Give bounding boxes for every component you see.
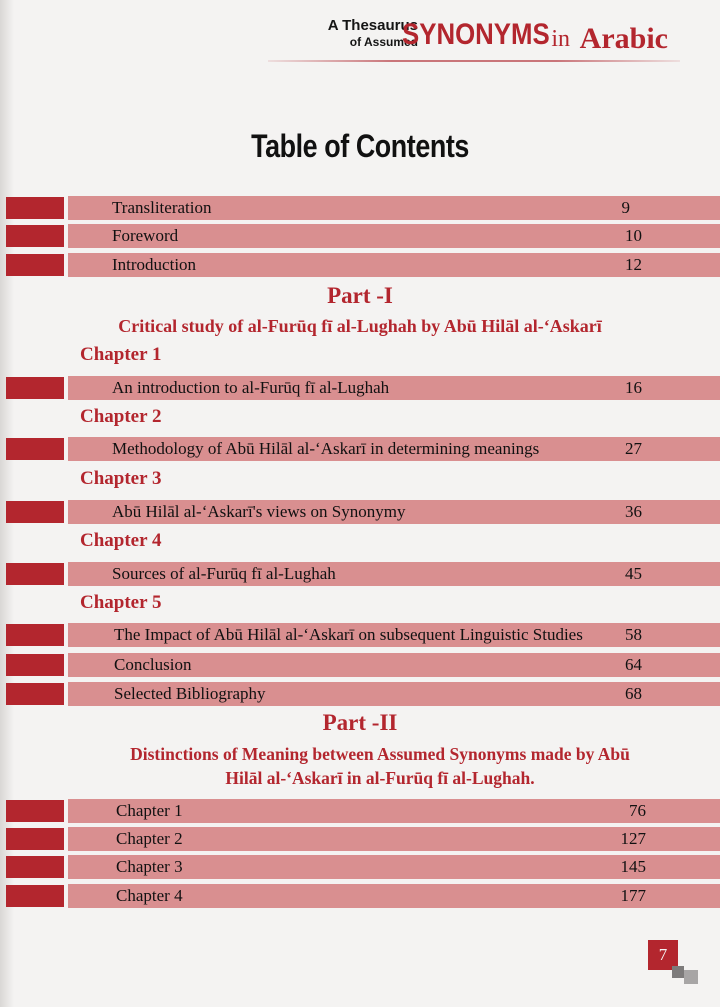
chapter3-heading: Chapter 3 [80,468,162,489]
header-rule [268,60,680,62]
chapter1-heading: Chapter 1 [80,344,162,365]
row-label: Transliteration [112,198,212,217]
row-page: 9 [621,198,630,217]
row-label: The Impact of Abū Hilāl al-‘Askarī on subsequent Linguistic Studies [114,625,583,644]
row-label: Foreword [112,226,179,245]
row-page: 76 [629,801,646,820]
row-label: Conclusion [114,655,192,674]
row-page: 27 [625,439,642,458]
row-page: 16 [625,378,642,397]
row-label: Sources of al-Furūq fī al-Lughah [112,564,336,583]
toc-row-transliteration[interactable] [0,196,720,220]
part2-heading: Part -II [322,710,398,735]
header-synonyms: SYNONYMS [402,18,550,51]
row-page: 64 [625,655,642,674]
row-label: Selected Bibliography [114,684,266,703]
row-tab [6,501,64,523]
row-page: 45 [625,564,642,583]
decorative-square [672,966,684,978]
row-page: 68 [625,684,642,703]
toc-row-part2-chapter3[interactable] [0,855,720,879]
toc-row-part2-chapter4[interactable] [0,884,720,908]
header-line2: of Assumed [349,35,418,49]
toc-row-chapter5[interactable] [0,623,720,647]
row-page: 10 [625,226,642,245]
row-label: Chapter 3 [116,857,183,876]
row-label: Abū Hilāl al-‘Askarī's views on Synonymy [112,502,406,521]
row-tab [6,828,64,850]
row-tab [6,197,64,219]
row-tab [6,254,64,276]
row-label: Introduction [112,255,197,274]
row-tab [6,438,64,460]
toc-row-part2-chapter1[interactable] [0,799,720,823]
row-page: 36 [625,502,642,521]
toc-row-foreword[interactable] [0,224,720,248]
chapter4-heading: Chapter 4 [80,530,162,551]
row-tab [6,800,64,822]
row-page: 145 [620,857,646,876]
chapter5-heading: Chapter 5 [80,592,162,613]
header-in: in [551,26,570,52]
row-tab [6,225,64,247]
row-label: Chapter 1 [116,801,183,820]
header-small-title [298,18,418,50]
toc-row-conclusion[interactable] [0,653,720,677]
toc-row-chapter2[interactable] [0,437,720,461]
row-label: Chapter 2 [116,829,183,848]
row-page: 177 [620,886,646,905]
toc-row-chapter4[interactable] [0,562,720,586]
row-tab [6,654,64,676]
book-header [260,14,668,56]
part2-subtitle-line1: Distinctions of Meaning between Assumed Synonyms made by Abū [130,744,630,764]
row-page: 12 [625,255,642,274]
row-tab [6,377,64,399]
part1-subtitle: Critical study of al-Furūq fī al-Lughah by Abū Hilāl al-‘Askarī [118,316,602,336]
chapter2-heading: Chapter 2 [80,406,162,427]
row-tab [6,683,64,705]
toc-row-introduction[interactable] [0,253,720,277]
part1-heading: Part -I [327,283,393,308]
row-page: 127 [620,829,646,848]
row-label: Chapter 4 [116,886,183,905]
header-line1: A Thesaurus [327,17,418,34]
row-tab [6,856,64,878]
row-tab [6,624,64,646]
header-arabic: Arabic [579,22,668,55]
row-tab [6,563,64,585]
decorative-square [684,970,698,984]
page-title: Table of Contents [251,128,469,164]
part2-subtitle-line2: Hilāl al-‘Askarī in al-Furūq fī al-Lughah. [225,768,535,788]
row-label: An introduction to al-Furūq fī al-Lughah [112,378,390,397]
page-number: 7 [648,940,678,970]
toc-row-chapter1[interactable] [0,376,720,400]
toc-row-part2-chapter2[interactable] [0,827,720,851]
row-page: 58 [625,625,642,644]
row-label: Methodology of Abū Hilāl al-‘Askarī in determining meanings [112,439,540,458]
toc-row-bibliography[interactable] [0,682,720,706]
row-tab [6,885,64,907]
toc-row-chapter3[interactable] [0,500,720,524]
